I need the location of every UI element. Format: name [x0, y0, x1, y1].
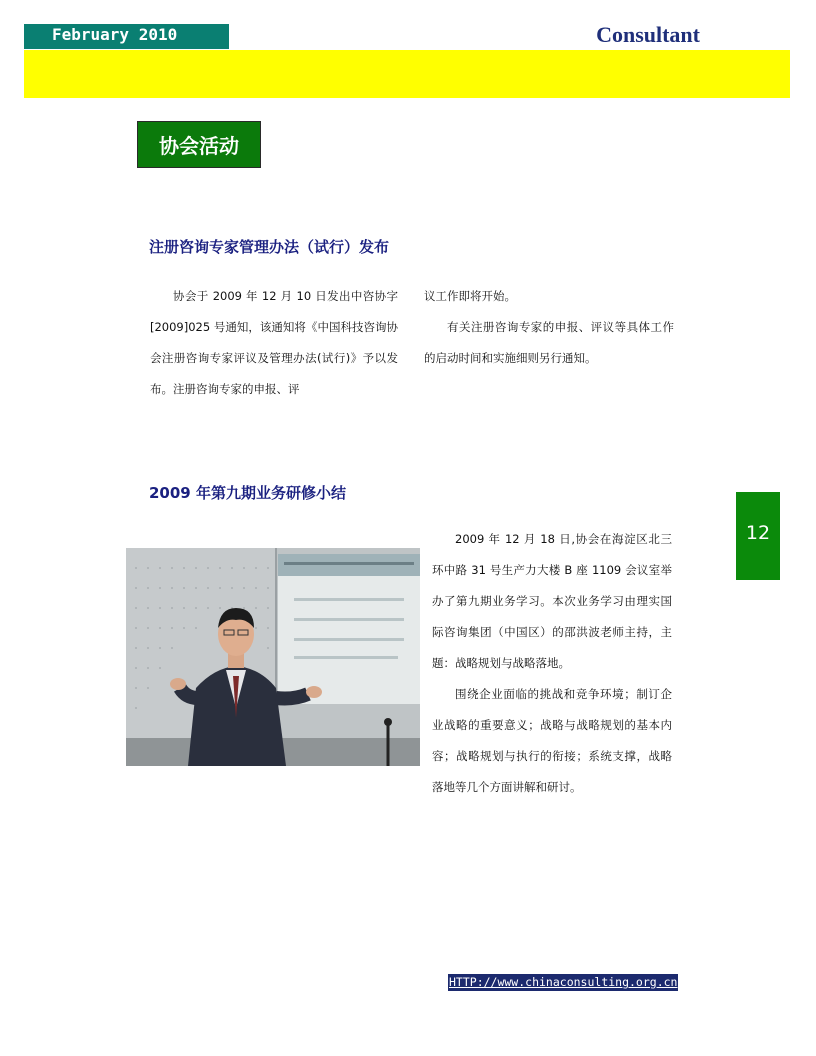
article-2-paragraph-2: 围绕企业面临的挑战和竞争环境；制订企业战略的重要意义；战略与战略规划的基本内容；战略规划与执行的衔接；系统支撑，战略落地等几个方面讲解和研讨。 — [432, 687, 672, 794]
article-1-paragraph-2: 有关注册咨询专家的申报、评议等具体工作的启动时间和实施细则另行通知。 — [424, 320, 674, 365]
article-1-column-1 — [150, 281, 398, 405]
seminar-photo-illustration — [126, 548, 420, 766]
issue-date-tab — [24, 24, 229, 49]
page-number-tab — [736, 492, 780, 580]
article-2-title: 2009 年第九期业务研修小结 — [149, 484, 346, 502]
footer-url-link[interactable]: HTTP://www.chinaconsulting.org.cn — [449, 975, 678, 989]
article-1-continuation: 议工作即将开始。 — [424, 289, 516, 303]
article-1-paragraph-1: 协会于 2009 年 12 月 10 日发出中咨协字[2009]025 号通知，该通知将《中国科技咨询协会注册咨询专家评议及管理办法(试行)》予以发布。注册咨询专家的申报、评 — [150, 289, 398, 396]
article-1-title: 注册咨询专家管理办法（试行）发布 — [149, 238, 390, 256]
issue-date: February 2010 — [52, 25, 178, 44]
section-label-text: 协会活动 — [159, 134, 239, 158]
article-2-paragraph-1: 2009 年 12 月 18 日,协会在海淀区北三环中路 31 号生产力大楼 B 座 1109 会议室举办了第九期业务学习。本次业务学习由理实国际咨询集团（中国区）的邵洪波老师主持，主题：战略规划与战略落地。 — [432, 532, 672, 670]
article-2-column — [432, 524, 672, 803]
section-label — [137, 121, 261, 168]
page-number: 12 — [745, 522, 771, 544]
seminar-photo — [126, 548, 420, 766]
publication-title: Consultant — [596, 22, 700, 47]
header-banner — [24, 50, 790, 98]
article-1-column-2 — [424, 281, 674, 374]
